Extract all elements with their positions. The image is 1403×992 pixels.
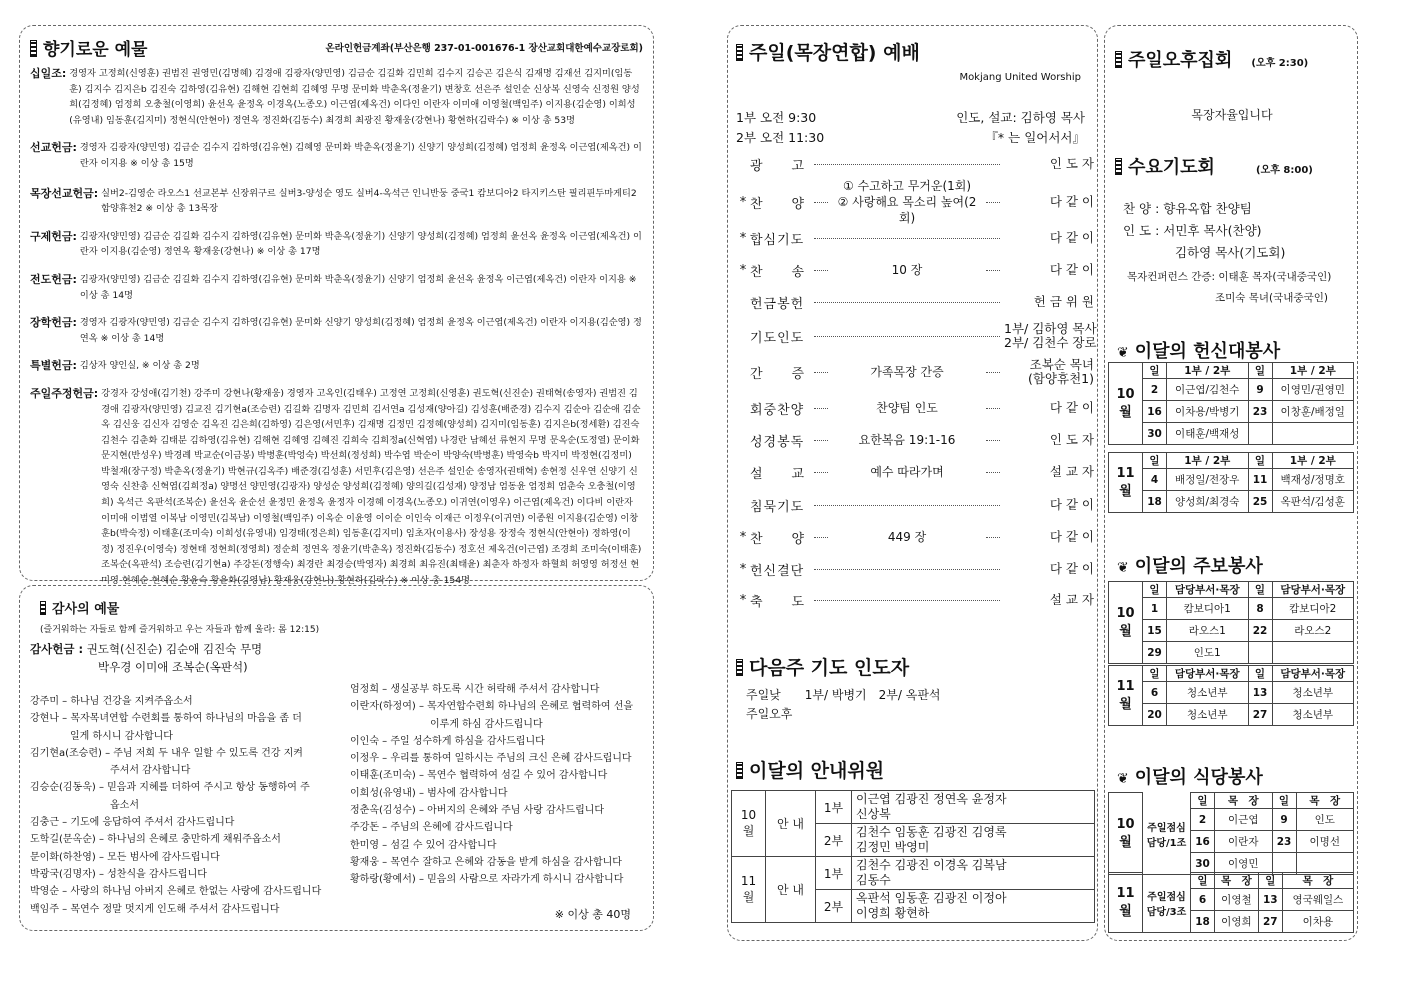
order-dots bbox=[986, 537, 1000, 538]
weekend-oct-table bbox=[1108, 581, 1354, 664]
table-cell: 이명선 bbox=[1296, 831, 1354, 853]
offering-names: 경영자 김광자(양민영) 김금순 김수지 김하영(김유현) 김혜영 문미화 박춘옥(정윤기) 신양기 양성희(김정혜) 엄정희 윤정옥 이근엽(제옥건) 이란자 이지용 ※ 이상 총 15명 bbox=[79, 142, 642, 169]
table-cell: 청소년부 bbox=[1167, 704, 1249, 726]
table-cell: 이란자 bbox=[1215, 831, 1273, 853]
guide-part: 2부 bbox=[816, 824, 852, 857]
offering-names: 김상자 양인실, ※ 이상 총 2명 bbox=[79, 360, 200, 372]
header-cell: 일 bbox=[1248, 363, 1272, 379]
kitchen-title: 이달의 식당봉사 bbox=[1134, 767, 1263, 788]
order-name: 헌금봉헌 bbox=[750, 296, 805, 312]
order-dots bbox=[814, 202, 828, 203]
table-cell: 6 bbox=[1191, 889, 1215, 911]
team-cell: 주일점심 담당/1조 bbox=[1143, 793, 1191, 875]
order-person: 설 교 자 bbox=[1049, 464, 1094, 479]
order-content: 예수 따라가며 bbox=[870, 465, 944, 479]
table-cell: 25 bbox=[1248, 491, 1272, 513]
table-cell bbox=[1248, 423, 1272, 445]
order-dots bbox=[986, 372, 1000, 373]
order-dots bbox=[986, 472, 1000, 473]
table-cell: 23 bbox=[1272, 831, 1296, 853]
section-mark-icon bbox=[736, 44, 743, 61]
afternoon-text: 목장자율입니다 bbox=[1191, 108, 1273, 122]
wed-testimony-2: 조미숙 목녀(국내중국인) bbox=[1215, 292, 1328, 304]
order-person: 다 같 이 bbox=[1049, 400, 1094, 415]
section-mark-icon bbox=[736, 762, 743, 779]
thanks-entry: 김기현a(조승련) – 주님 저희 두 내우 일할 수 있도록 건강 지켜 bbox=[30, 747, 303, 759]
heart-icon: ❦ bbox=[1117, 771, 1129, 787]
offering-names: 김광자(양민영) 김금순 김길화 김수지 김하영(김유현) 문미화 박춘옥(정윤기) 신양기 엄정희 윤선옥 윤정옥 이근엽(제옥건) 이란자 이지용 ※ 이상 총 14명 bbox=[79, 273, 637, 301]
header-cell: 일 bbox=[1248, 582, 1272, 598]
time-1: 1부 오전 9:30 bbox=[736, 110, 817, 125]
header-cell: 일 bbox=[1143, 582, 1167, 598]
order-item bbox=[736, 226, 1094, 250]
order-person: 다 같 이 bbox=[1049, 194, 1094, 209]
header-cell: 1부 / 2부 bbox=[1167, 453, 1249, 469]
table-cell bbox=[1272, 642, 1354, 664]
table-cell: 27 bbox=[1258, 911, 1282, 933]
order-person: 설 교 자 bbox=[1049, 592, 1094, 607]
order-dots bbox=[814, 537, 828, 538]
thanks-entry: 주셔서 감사합니다 bbox=[110, 765, 191, 777]
thanks-entry: 김충근 – 기도에 응답하여 주셔서 감사드립니다 bbox=[30, 817, 235, 829]
thanks-right-list bbox=[350, 681, 645, 889]
table-row bbox=[1109, 401, 1354, 423]
order-item bbox=[736, 557, 1094, 581]
worship-leader: 인도, 설교: 김하영 목사 bbox=[956, 110, 1085, 125]
order-content: 찬양팀 인도 bbox=[876, 401, 938, 415]
order-person: 1부/ 김하영 목사 2부/ 김천수 장로 bbox=[1004, 321, 1097, 350]
table-cell: 18 bbox=[1143, 491, 1167, 513]
table-cell: 16 bbox=[1143, 401, 1167, 423]
table-cell: 이근엽 bbox=[1215, 809, 1273, 831]
worship-subtitle: Mokjang United Worship bbox=[959, 72, 1081, 83]
order-dots bbox=[814, 569, 1000, 570]
table-row bbox=[1109, 469, 1354, 491]
dedication-nov-table bbox=[1108, 452, 1354, 513]
online-account: 온라인헌금계좌(부산은행 237-01-001676-1 장산교회대한예수교장로회) bbox=[325, 43, 643, 54]
table-row bbox=[1109, 379, 1354, 401]
offering-item bbox=[30, 66, 643, 128]
table-cell: 30 bbox=[1191, 853, 1215, 875]
table-cell: 8 bbox=[1248, 598, 1272, 620]
next-leader-title: 다음주 기도 인도자 bbox=[749, 657, 910, 679]
standing-mark: * bbox=[739, 561, 747, 577]
guide-role: 안 내 bbox=[766, 791, 816, 857]
guide-month: 10월 bbox=[732, 791, 766, 857]
thanks-entry: 주강돈 – 주님의 은혜에 감사드립니다 bbox=[350, 822, 513, 834]
table-cell: 13 bbox=[1248, 682, 1272, 704]
order-item bbox=[736, 396, 1094, 420]
table-header-row bbox=[1109, 793, 1354, 809]
offering-label: 특별헌금: bbox=[30, 359, 77, 373]
afternoon-title: 주일오후집회 bbox=[1128, 50, 1233, 71]
order-content: 가족목장 간증 bbox=[870, 365, 944, 379]
order-name: 합심기도 bbox=[750, 232, 805, 248]
thanks-entry: 문이화(하찬영) – 모든 범사에 감사드립니다 bbox=[30, 851, 220, 863]
offering-label: 전도헌금: bbox=[30, 272, 77, 286]
section-mark-icon bbox=[1115, 51, 1122, 68]
offering-label: 주일주정헌금: bbox=[30, 386, 99, 400]
table-cell: 이영민 bbox=[1215, 853, 1273, 875]
order-item bbox=[736, 258, 1094, 282]
standing-mark: * bbox=[739, 194, 747, 210]
guide-role: 안 내 bbox=[766, 857, 816, 923]
month-cell: 10 월 bbox=[1109, 363, 1143, 445]
kitchen-oct-table bbox=[1108, 792, 1354, 875]
order-dots bbox=[814, 238, 1000, 239]
order-name: 찬 양 bbox=[750, 531, 806, 547]
table-cell: 청소년부 bbox=[1167, 682, 1249, 704]
order-item bbox=[736, 290, 1094, 314]
guide-names: 옥판석 임동훈 김광진 이정아 이영희 황현하 bbox=[852, 890, 1095, 923]
thanks-entry: 강주미 – 하나님 건강을 지켜주옵소서 bbox=[30, 696, 193, 707]
order-name: 설 교 bbox=[750, 466, 806, 482]
table-cell: 6 bbox=[1143, 682, 1167, 704]
table-row bbox=[1109, 598, 1354, 620]
table-row bbox=[1109, 704, 1354, 726]
standing-mark: * bbox=[739, 262, 747, 278]
order-person: 다 같 이 bbox=[1049, 262, 1094, 277]
table-cell: 16 bbox=[1191, 831, 1215, 853]
month-cell: 10 월 bbox=[1109, 793, 1143, 875]
section-mark-icon bbox=[40, 601, 46, 615]
table-cell: 27 bbox=[1248, 704, 1272, 726]
offering-item bbox=[30, 229, 643, 260]
offering-item bbox=[30, 358, 643, 374]
guide-names: 김천수 임동훈 김광진 김영록 김정민 박영미 bbox=[852, 824, 1095, 857]
table-cell: 이영희 bbox=[1215, 911, 1259, 933]
weekend-nov-table bbox=[1108, 665, 1354, 726]
order-item bbox=[736, 525, 1094, 549]
thanks-panel bbox=[19, 585, 654, 931]
order-dots bbox=[814, 164, 1000, 165]
table-cell: 이근엽/김천수 bbox=[1167, 379, 1249, 401]
dedication-title: 이달의 헌신대봉사 bbox=[1134, 341, 1281, 362]
table-cell: 양성희/최경숙 bbox=[1167, 491, 1249, 513]
table-cell: 18 bbox=[1191, 911, 1215, 933]
table-cell: 배정일/전장우 bbox=[1167, 469, 1249, 491]
order-person: 다 같 이 bbox=[1049, 561, 1094, 576]
standing-note: 『* 는 일어서서』 bbox=[985, 130, 1085, 145]
table-cell: 인도 bbox=[1296, 809, 1354, 831]
order-content: 10 장 bbox=[891, 263, 923, 277]
next-leader-1: 주일낮 1부/ 박병기 2부/ 옥판석 bbox=[746, 688, 941, 702]
order-dots bbox=[986, 408, 1000, 409]
thanks-names-1: 권도혁(신진순) 김순애 김진숙 무명 bbox=[86, 642, 263, 656]
month-cell: 11 월 bbox=[1109, 666, 1143, 726]
order-dots bbox=[814, 372, 828, 373]
header-cell: 1부 / 2부 bbox=[1272, 453, 1354, 469]
header-cell: 일 bbox=[1191, 873, 1215, 889]
thanks-entry: 이인숙 – 주일 성수하게 하심을 감사드립니다 bbox=[350, 735, 545, 747]
table-cell: 9 bbox=[1248, 379, 1272, 401]
table-cell: 30 bbox=[1143, 423, 1167, 445]
table-cell: 영국웨일스 bbox=[1282, 889, 1353, 911]
table-cell: 백재성/정명호 bbox=[1272, 469, 1354, 491]
thanks-entry: 이희성(유영내) – 범사에 감사합니다 bbox=[350, 787, 508, 799]
order-dots bbox=[814, 302, 1000, 303]
wed-leader-1: 인 도 : 서민후 목사(찬양) bbox=[1123, 223, 1262, 238]
table-cell: 캄보디아1 bbox=[1167, 598, 1249, 620]
header-cell: 담당부서·목장 bbox=[1272, 666, 1354, 682]
thanks-entry: 황하랑(황예서) – 믿음의 사람으로 자라가게 하시니 감사합니다 bbox=[350, 874, 624, 886]
order-dots bbox=[814, 440, 828, 441]
guide-names: 이근엽 김광진 정연옥 윤정자 신상복 bbox=[852, 791, 1095, 824]
offering-list bbox=[30, 66, 643, 589]
header-cell: 담당부서·목장 bbox=[1167, 582, 1249, 598]
table-cell bbox=[1272, 423, 1354, 445]
table-row bbox=[1109, 491, 1354, 513]
header-cell: 일 bbox=[1272, 793, 1296, 809]
table-cell: 23 bbox=[1248, 401, 1272, 423]
header-cell: 담당부서·목장 bbox=[1272, 582, 1354, 598]
thanks-entry: 옵소서 bbox=[110, 799, 139, 811]
table-cell: 15 bbox=[1143, 620, 1167, 642]
thanks-title: 감사의 예물 bbox=[52, 602, 120, 617]
thanks-entry: 강현나 – 목자목녀연합 수련회를 통하여 하나님의 마음을 좀 더 bbox=[30, 713, 302, 725]
table-row bbox=[1109, 682, 1354, 704]
section-mark-icon bbox=[30, 40, 37, 57]
order-name: 찬 송 bbox=[750, 264, 806, 280]
table-header-row bbox=[1109, 582, 1354, 598]
table-cell: 이차용/박병기 bbox=[1167, 401, 1249, 423]
header-cell: 일 bbox=[1143, 453, 1167, 469]
order-name: 축 도 bbox=[750, 594, 806, 610]
thanks-entry: 박영순 – 사랑의 하나님 아버지 은혜로 한없는 사랑에 감사드립니다 bbox=[30, 886, 322, 898]
header-cell: 일 bbox=[1143, 363, 1167, 379]
table-cell: 청소년부 bbox=[1272, 682, 1354, 704]
offering-label: 선교헌금: bbox=[30, 141, 77, 155]
table-cell: 4 bbox=[1143, 469, 1167, 491]
time-2: 2부 오전 11:30 bbox=[736, 130, 825, 145]
table-cell: 이차용 bbox=[1282, 911, 1353, 933]
month-cell: 11 월 bbox=[1109, 873, 1143, 933]
order-person: 다 같 이 bbox=[1049, 529, 1094, 544]
thanks-entry: 이태훈(조미숙) – 목연수 협력하여 섬길 수 있어 감사합니다 bbox=[350, 770, 608, 782]
header-cell: 일 bbox=[1248, 666, 1272, 682]
table-cell: 13 bbox=[1258, 889, 1282, 911]
table-cell: 9 bbox=[1272, 809, 1296, 831]
guide-part: 1부 bbox=[816, 857, 852, 890]
thanks-entry: 정춘옥(김성수) – 아버지의 은혜와 주님 사랑 감사드립니다 bbox=[350, 805, 605, 817]
section-mark-icon bbox=[1115, 158, 1122, 175]
table-cell: 20 bbox=[1143, 704, 1167, 726]
order-dots bbox=[986, 270, 1000, 271]
order-name: 기도인도 bbox=[750, 330, 805, 346]
offering-names: 경영자 김광자(양민영) 김금순 김수지 김하영(김유현) 문미화 신양기 양성희(김정혜) 엄정희 윤정옥 이근엽(제옥건) 이란자 이지용(김순영) 정연옥 ※ 이상 총 14명 bbox=[79, 317, 642, 344]
next-leader-2: 주일오후 bbox=[746, 707, 793, 721]
afternoon-time: (오후 2:30) bbox=[1251, 58, 1309, 69]
guide-part: 1부 bbox=[816, 791, 852, 824]
offering-item bbox=[30, 315, 643, 346]
header-cell: 일 bbox=[1248, 453, 1272, 469]
order-person: 헌 금 위 원 bbox=[1033, 294, 1094, 309]
thanks-entry: 김승순(김동욱) – 믿음과 지혜를 더하여 주시고 항상 동행하여 주 bbox=[30, 782, 310, 794]
table-header-row bbox=[1109, 873, 1354, 889]
order-dots bbox=[986, 202, 1000, 203]
wed-time: (오후 8:00) bbox=[1256, 165, 1313, 176]
wed-praise: 찬 양 : 향유옥합 찬양팀 bbox=[1123, 201, 1252, 216]
heart-icon: ❦ bbox=[1117, 560, 1129, 576]
header-cell: 목 장 bbox=[1215, 873, 1259, 889]
table-cell: 이태훈/백재성 bbox=[1167, 423, 1249, 445]
wed-title: 수요기도회 bbox=[1128, 157, 1215, 178]
guide-table bbox=[731, 790, 1095, 923]
order-person: 인 도 자 bbox=[1049, 156, 1094, 171]
offering-item bbox=[30, 186, 643, 217]
guide-title: 이달의 안내위원 bbox=[749, 760, 885, 782]
team-cell: 주일점심 담당/3조 bbox=[1143, 873, 1191, 933]
order-name: 침묵기도 bbox=[750, 499, 805, 515]
order-item bbox=[736, 460, 1094, 484]
order-content: 요한복음 19:1-16 bbox=[858, 433, 956, 447]
table-cell: 2 bbox=[1191, 809, 1215, 831]
table-cell: 2 bbox=[1143, 379, 1167, 401]
order-person: 다 같 이 bbox=[1049, 230, 1094, 245]
order-item bbox=[736, 428, 1094, 452]
order-dots bbox=[814, 408, 828, 409]
offering-item bbox=[30, 140, 643, 171]
thanks-names-2: 박우경 이미애 조복순(옥판석) bbox=[98, 660, 248, 674]
table-row bbox=[1109, 620, 1354, 642]
order-item bbox=[736, 357, 1094, 386]
dedication-oct-table bbox=[1108, 362, 1354, 445]
table-cell: 이영민/권영민 bbox=[1272, 379, 1354, 401]
table-cell: 옥판석/김성훈 bbox=[1272, 491, 1354, 513]
header-cell: 목 장 bbox=[1282, 873, 1353, 889]
header-cell: 일 bbox=[1258, 873, 1282, 889]
order-content: ① 수고하고 무거운(1회) ② 사랑해요 목소리 높여(2회) bbox=[837, 179, 977, 225]
kitchen-nov-table bbox=[1108, 872, 1354, 933]
thanks-entry: 도학길(문옥순) – 하나님의 은혜로 충만하게 채워주옵소서 bbox=[30, 834, 281, 846]
order-item bbox=[736, 493, 1094, 517]
table-cell: 1 bbox=[1143, 598, 1167, 620]
order-name: 찬 양 bbox=[750, 196, 806, 212]
order-name: 회중찬양 bbox=[750, 402, 805, 418]
order-item bbox=[736, 152, 1094, 176]
guide-part: 2부 bbox=[816, 890, 852, 923]
month-cell: 10 월 bbox=[1109, 582, 1143, 664]
table-cell: 11 bbox=[1248, 469, 1272, 491]
thanks-entry: 이정우 – 우리를 통하여 일하시는 주님의 크신 은혜 감사드립니다 bbox=[350, 753, 632, 765]
order-person: 인 도 자 bbox=[1049, 432, 1094, 447]
thanks-entry: 백임주 – 목연수 정말 멋지게 인도해 주셔서 감사드립니다 bbox=[30, 903, 280, 915]
thanks-entry: 황재웅 – 목연수 잘하고 은혜와 감동을 받게 하심을 감사합니다 bbox=[350, 856, 622, 868]
order-name: 간 증 bbox=[750, 366, 806, 382]
header-cell: 담당부서·목장 bbox=[1167, 666, 1249, 682]
header-cell: 일 bbox=[1143, 666, 1167, 682]
header-cell: 1부 / 2부 bbox=[1272, 363, 1354, 379]
table-cell: 인도1 bbox=[1167, 642, 1249, 664]
table-cell: 이영철 bbox=[1215, 889, 1259, 911]
offering-item bbox=[30, 272, 643, 303]
table-cell: 캄보디아2 bbox=[1272, 598, 1354, 620]
offering-label: 목장선교헌금: bbox=[30, 186, 99, 200]
table-row bbox=[1109, 642, 1354, 664]
offering-title: 향기로운 예물 bbox=[43, 39, 148, 60]
offering-names: 강경자 강성애(김기천) 강주미 강현나(황재웅) 경영자 고옥인(김태우) 고정연 고정희(신영훈) 권도혁(신진순) 권태혁(송영자) 권범진 김경애 김광자(양민영) 김교진 김기현a(조승련) 김길화 김명자 김민희 김서연a 김성재(양아길) 김성훈(배준경) 김수지 김순아 김순애 김순옥 김신웅 김신자 김영순 김옥진 김은희(김하영) 김은영(서민후) 김재명 김정민 김정혜(양성희) 김지미(임동훈) 김지은b(정세환) 김진숙 김천수 김춘화 김태분 김하영(김유현) 김해현 김혜영 김혜진 김희숙 김희정a(신혁엽) 나경란 남혜선 류현지 무명 문옥순(도정열) 문이화 문지현(반성우) 박경례 박교순(이금봉) 박병훈(박엉숙) 박선희(정성희) 박수엽 박순이 박양숙(박병훈) 박영숙b 박지미 박정현(김정미) 박철재(장구정) 박춘옥(정윤기) 박현규(김옥주) 배준경(김성훈) 서민후(김은영) 선은주 설인순 송영자(권태혁) 송현정 신우연 신양기 신영숙 신찬총 신혁엽(김희정a) 양명선 양민영(김광자) 양성순 양성희(김정혜) 양의길(김성재) 양정남 엄동윤 엄정희 엄춘숙 오충철(이영희) 옥석근 옥판석(조복순) 윤선옥 윤순선 윤정민 윤정옥 윤정자 이경혜 이경옥(노종오) 이귀연(이영우) 이근엽(제옥건) 이다비 이란자 이미애 이범열 이복남 이영민(김복남) 이영철(백임주) 이옥순 이윤영 이이순 이인숙 이재근 이정우(이귀연) 이종원 이지용(김순영) 이창훈b(박숙정) 이태훈(조미숙) 이희성(유영내) 임경태(정은희) 임동훈(김지미) 임초자(이용사) 장성용 장정숙 정현식(안현아) 정하영(이정) 정진우(이영숙) 정현태 정현희(정영희) 정순희 정연옥 정윤기(박춘옥) 정진화(김동수) 정호선 제옥건(이근엽) 조경희 조미숙(이태훈) 조복순(옥판석) 조승련(김기현a) 주강돈(정행숙) 최경란 최경승(박영자) 최경희 최유진(최태윤) 최춘자 하정자 하혈희 허영영 허정선 현미영 현혜순 현혜순 황윤숙 황윤화(김영남) 황재웅(강현나) 황현하(김락수) ※ 이상 총 154명 bbox=[101, 387, 642, 587]
header-cell: 목 장 bbox=[1296, 793, 1354, 809]
thanks-entry: 이란자(하정여) – 목자연합수련회 하나님의 은혜로 협력하여 선을 bbox=[350, 701, 634, 713]
heart-icon: ❦ bbox=[1117, 345, 1129, 361]
offering-label: 십일조: bbox=[30, 67, 67, 80]
order-item bbox=[736, 179, 1094, 225]
standing-mark: * bbox=[739, 230, 747, 246]
table-header-row bbox=[1109, 363, 1354, 379]
order-item bbox=[736, 588, 1094, 612]
order-person: 조복순 목녀 (함양휴천1) bbox=[1027, 357, 1094, 386]
offering-panel bbox=[19, 25, 654, 587]
guide-row bbox=[732, 791, 1095, 824]
wed-leader-2: 김하영 목사(기도회) bbox=[1175, 245, 1286, 260]
month-cell: 11 월 bbox=[1109, 453, 1143, 513]
order-dots bbox=[814, 270, 828, 271]
order-dots bbox=[814, 505, 1000, 506]
offering-label: 장학헌금: bbox=[30, 316, 77, 330]
table-row bbox=[1109, 423, 1354, 445]
offering-names: 경영자 고정희(신영훈) 권범진 권영민(김명혜) 김경애 김광자(양민영) 김금순 김길화 김민희 김수지 김승곤 김은식 김재명 김재선 김지미(임동훈) 김지수 김지은b 김진숙 김하영(김유현) 김해현 김현희 김혜영 무명 문미화 박춘옥(정윤기) 변창호 선은주 설인순 신상복 신영숙 신정원 양성희(김정혜) 엄정희 오충철(이영희) 윤선옥 윤정옥 이경옥(노종오) 이근엽(제옥건) 이다인 이란자 이미애 이영철(백임주) 이지용(김순영) 이희성(유영내) 임동훈(김지미) 정현식(안현아) 정연옥 정진화(김동수) 최경희 최광진 황재웅(강현나) 황현하(김락수) ※ 이상 총 53명 bbox=[69, 68, 640, 126]
order-person: 다 같 이 bbox=[1049, 497, 1094, 512]
table-cell: 청소년부 bbox=[1272, 704, 1354, 726]
thanks-entry: 일게 하시니 감사합니다 bbox=[70, 730, 173, 742]
thanks-entry: 이루게 하심 감사드립니다 bbox=[430, 718, 543, 730]
header-cell: 1부 / 2부 bbox=[1167, 363, 1249, 379]
order-name: 헌신결단 bbox=[750, 563, 805, 579]
header-cell: 일 bbox=[1191, 793, 1215, 809]
order-dots bbox=[814, 600, 1000, 601]
order-dots bbox=[814, 472, 828, 473]
offering-names: 실버2-김영순 라오스1 선교본부 신장위구르 실버3-양성순 영도 실버4-옥석근 인니반둥 중국1 캄보디아2 타지키스탄 필리핀두마게티2 함양휴천2 ※ 이상 총 13목장 bbox=[101, 187, 637, 215]
guide-row bbox=[732, 857, 1095, 890]
thanks-verse: (즐거워하는 자들로 함께 즐거워하고 우는 자들과 함께 울라: 롬 12:15) bbox=[40, 625, 320, 635]
offering-names: 김광자(양민영) 김금순 김길화 김수지 김하영(김유현) 문미화 박춘옥(정윤기) 신양기 양성희(김정혜) 엄정희 윤선옥 윤정옥 이근엽(제옥건) 이란자 이지용(김순영) 정연옥 황재웅(강현나) ※ 이상 총 17명 bbox=[79, 230, 642, 258]
thanks-total: ※ 이상 총 40명 bbox=[554, 908, 631, 921]
table-cell: 라오스1 bbox=[1167, 620, 1249, 642]
header-cell: 목 장 bbox=[1215, 793, 1273, 809]
thanks-left-list bbox=[30, 693, 330, 918]
thanks-entry: 엄정희 – 생실공부 하도록 시간 허락해 주셔서 감사합니다 bbox=[350, 684, 600, 695]
table-cell: 22 bbox=[1248, 620, 1272, 642]
standing-mark: * bbox=[739, 529, 747, 545]
order-name: 성경봉독 bbox=[750, 434, 805, 450]
section-mark-icon bbox=[736, 659, 743, 676]
table-cell bbox=[1248, 642, 1272, 664]
table-cell: 29 bbox=[1143, 642, 1167, 664]
table-header-row bbox=[1109, 666, 1354, 682]
table-cell: 이창훈/배정일 bbox=[1272, 401, 1354, 423]
order-name: 광 고 bbox=[750, 158, 806, 174]
table-cell: 라오스2 bbox=[1272, 620, 1354, 642]
offering-label: 구제헌금: bbox=[30, 229, 77, 243]
guide-month: 11월 bbox=[732, 857, 766, 923]
order-item bbox=[736, 321, 1097, 350]
standing-mark: * bbox=[739, 592, 747, 608]
guide-names: 김천수 김광진 이경옥 김복남 김동수 bbox=[852, 857, 1095, 890]
order-dots bbox=[814, 336, 1000, 337]
thanks-entry: 한미영 – 섬길 수 있어 감사합니다 bbox=[350, 839, 497, 851]
thanks-label: 감사헌금 : bbox=[30, 642, 84, 656]
thanks-entry: 박광국(김명자) – 성찬식을 감사드립니다 bbox=[30, 868, 207, 880]
order-dots bbox=[986, 440, 1000, 441]
offering-item bbox=[30, 386, 643, 589]
weekend-title: 이달의 주보봉사 bbox=[1134, 556, 1263, 577]
wed-testimony-1: 목자컨퍼런스 간증: 이태훈 목자(국내중국인) bbox=[1127, 271, 1332, 283]
order-content: 449 장 bbox=[887, 530, 927, 544]
worship-title: 주일(목장연합) 예배 bbox=[749, 42, 920, 64]
table-header-row bbox=[1109, 453, 1354, 469]
